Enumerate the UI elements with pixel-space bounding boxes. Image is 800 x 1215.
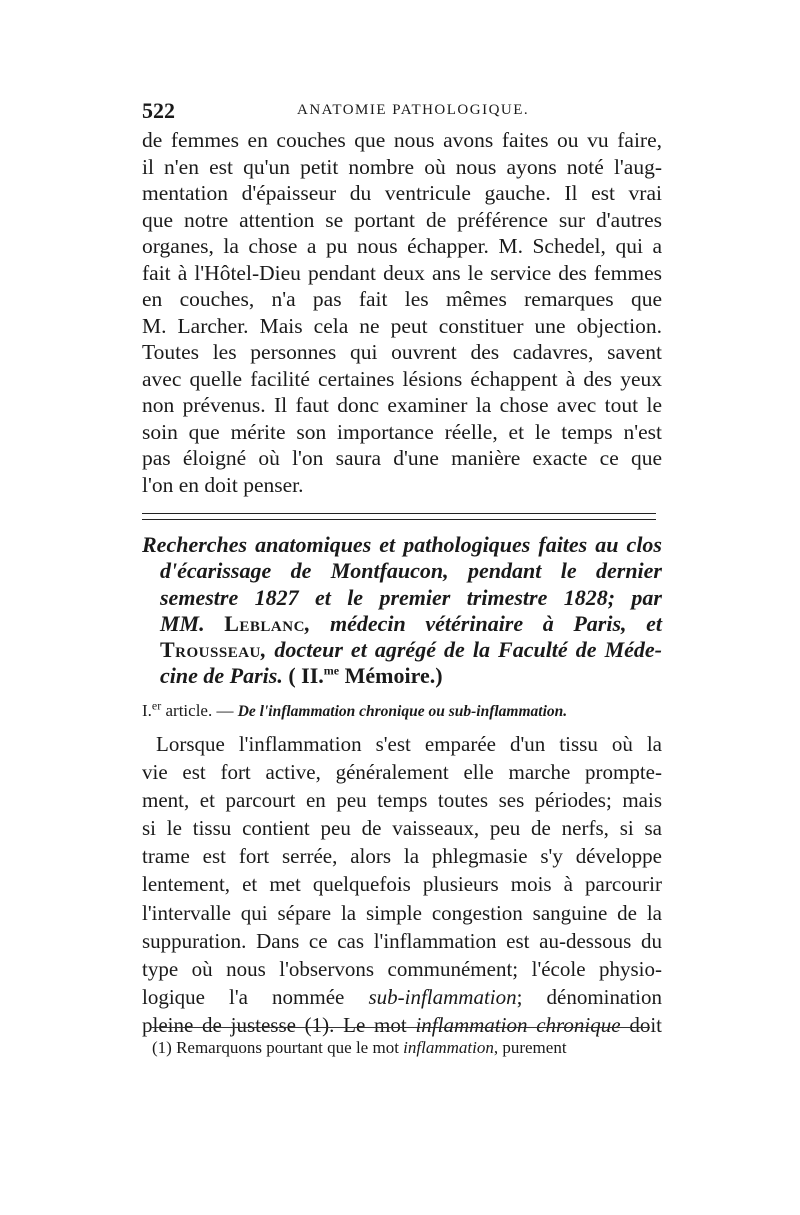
title-fragment: , médecin vétérinaire à Paris, et [304, 610, 663, 636]
paragraph-continuation [142, 127, 662, 498]
title-fragment: cine de Paris. [160, 663, 283, 689]
text-line: l'intervalle qui sépare la simple congestion sanguine de la [142, 900, 662, 925]
text-line: mentation d'épaisseur du ventricule gauche. Il est vrai [142, 181, 662, 205]
text-line: trame est fort serrée, alors la phlegmasie s'y développe [142, 844, 662, 869]
text-line: l'on en doit penser. [142, 472, 304, 497]
text-line: non prévenus. Il faut donc examiner la chose avec tout le [142, 393, 662, 417]
text-line: soin que mérite son importance réelle, et le temps n'est [142, 419, 662, 444]
page-header [142, 98, 662, 128]
article-number: I. [142, 701, 152, 720]
text-line: lentement, et met quelquefois plusieurs mois à parcourir [142, 872, 662, 897]
article-number-sup: er [151, 698, 162, 713]
text-line: avec quelle facilité certaines lésions échappent à des yeux [142, 366, 662, 391]
footnote-rule [150, 1027, 650, 1028]
title-mm: MM. [160, 610, 205, 636]
title-line [142, 611, 662, 637]
text-line: type où nous l'observons communément; l'école physio- [142, 956, 662, 981]
footnote-term: inflammation [403, 1038, 494, 1057]
text-line: organes, la chose a pu nous échapper. M. Schedel, qui a [142, 234, 662, 258]
article-heading [142, 698, 662, 721]
section-divider-bottom [142, 519, 656, 520]
section-divider-top [142, 513, 656, 514]
title-line: Recherches anatomiques et pathologiques faites au clos [142, 532, 662, 557]
title-line: semestre 1827 et le premier trimestre 1828; par [160, 584, 662, 610]
author-trousseau: Trousseau [160, 637, 261, 663]
page-number: 522 [142, 98, 175, 123]
text-line: pleine de justesse (1). Le mot inflammation chronique doit [142, 1012, 663, 1037]
text-line: il n'en est qu'un petit nombre où nous ayons noté l'aug- [142, 154, 662, 179]
text-line: de femmes en couches que nous avons faites ou vu faire, [142, 128, 662, 152]
text-line: fait à l'Hôtel-Dieu pendant deux ans le service des femmes [142, 260, 662, 285]
text-line: si le tissu contient peu de vaisseaux, peu de nerfs, si sa [142, 816, 662, 841]
text-line: ment, et parcourt en peu temps toutes ses périodes; mais [142, 788, 662, 813]
article-title [142, 532, 662, 690]
title-fragment: , docteur et agrégé de la Faculté de Méde- [260, 637, 662, 663]
text-line: en couches, n'a pas fait les mêmes remarques que [142, 287, 662, 311]
title-line: d'écarissage de Montfaucon, pendant le dernier [160, 558, 662, 584]
footnote: (1) Remarquons pourtant que le mot inflammation, purement [152, 1038, 567, 1057]
term-sub-inflammation: sub-inflammation [368, 984, 517, 1009]
running-head: ANATOMIE PATHOLOGIQUE. [297, 102, 530, 118]
article-label: article. — [161, 701, 238, 720]
term-inflammation-chronique: inflammation chronique [415, 1012, 621, 1037]
title-line [142, 663, 662, 689]
title-line [142, 637, 662, 663]
text-line: pas éloigné où l'on saura d'une manière exacte ce que [142, 446, 662, 470]
article-subject: De l'inflammation chronique ou sub-inflammation. [237, 703, 568, 720]
paragraph-inflammation [142, 730, 662, 1039]
memoire-number: ( II.$^{me}$ Mémoire.) [288, 663, 443, 689]
text-line: Toutes les personnes qui ouvrent des cadavres, savent [142, 340, 662, 364]
text-line: M. Larcher. Mais cela ne peut constituer une objection. [142, 313, 662, 338]
text-line: vie est fort active, généralement elle marche prompte- [142, 760, 662, 785]
text-line: suppuration. Dans ce cas l'inflammation est au-dessous du [142, 928, 662, 953]
author-leblanc: Leblanc [224, 610, 305, 636]
text-line: logique l'a nommée sub-inflammation; dénomination [142, 984, 662, 1009]
text-line: que notre attention se portant de préférence sur d'autres [142, 207, 662, 232]
text-line: Lorsque l'inflammation s'est emparée d'un tissu où la [156, 732, 662, 756]
